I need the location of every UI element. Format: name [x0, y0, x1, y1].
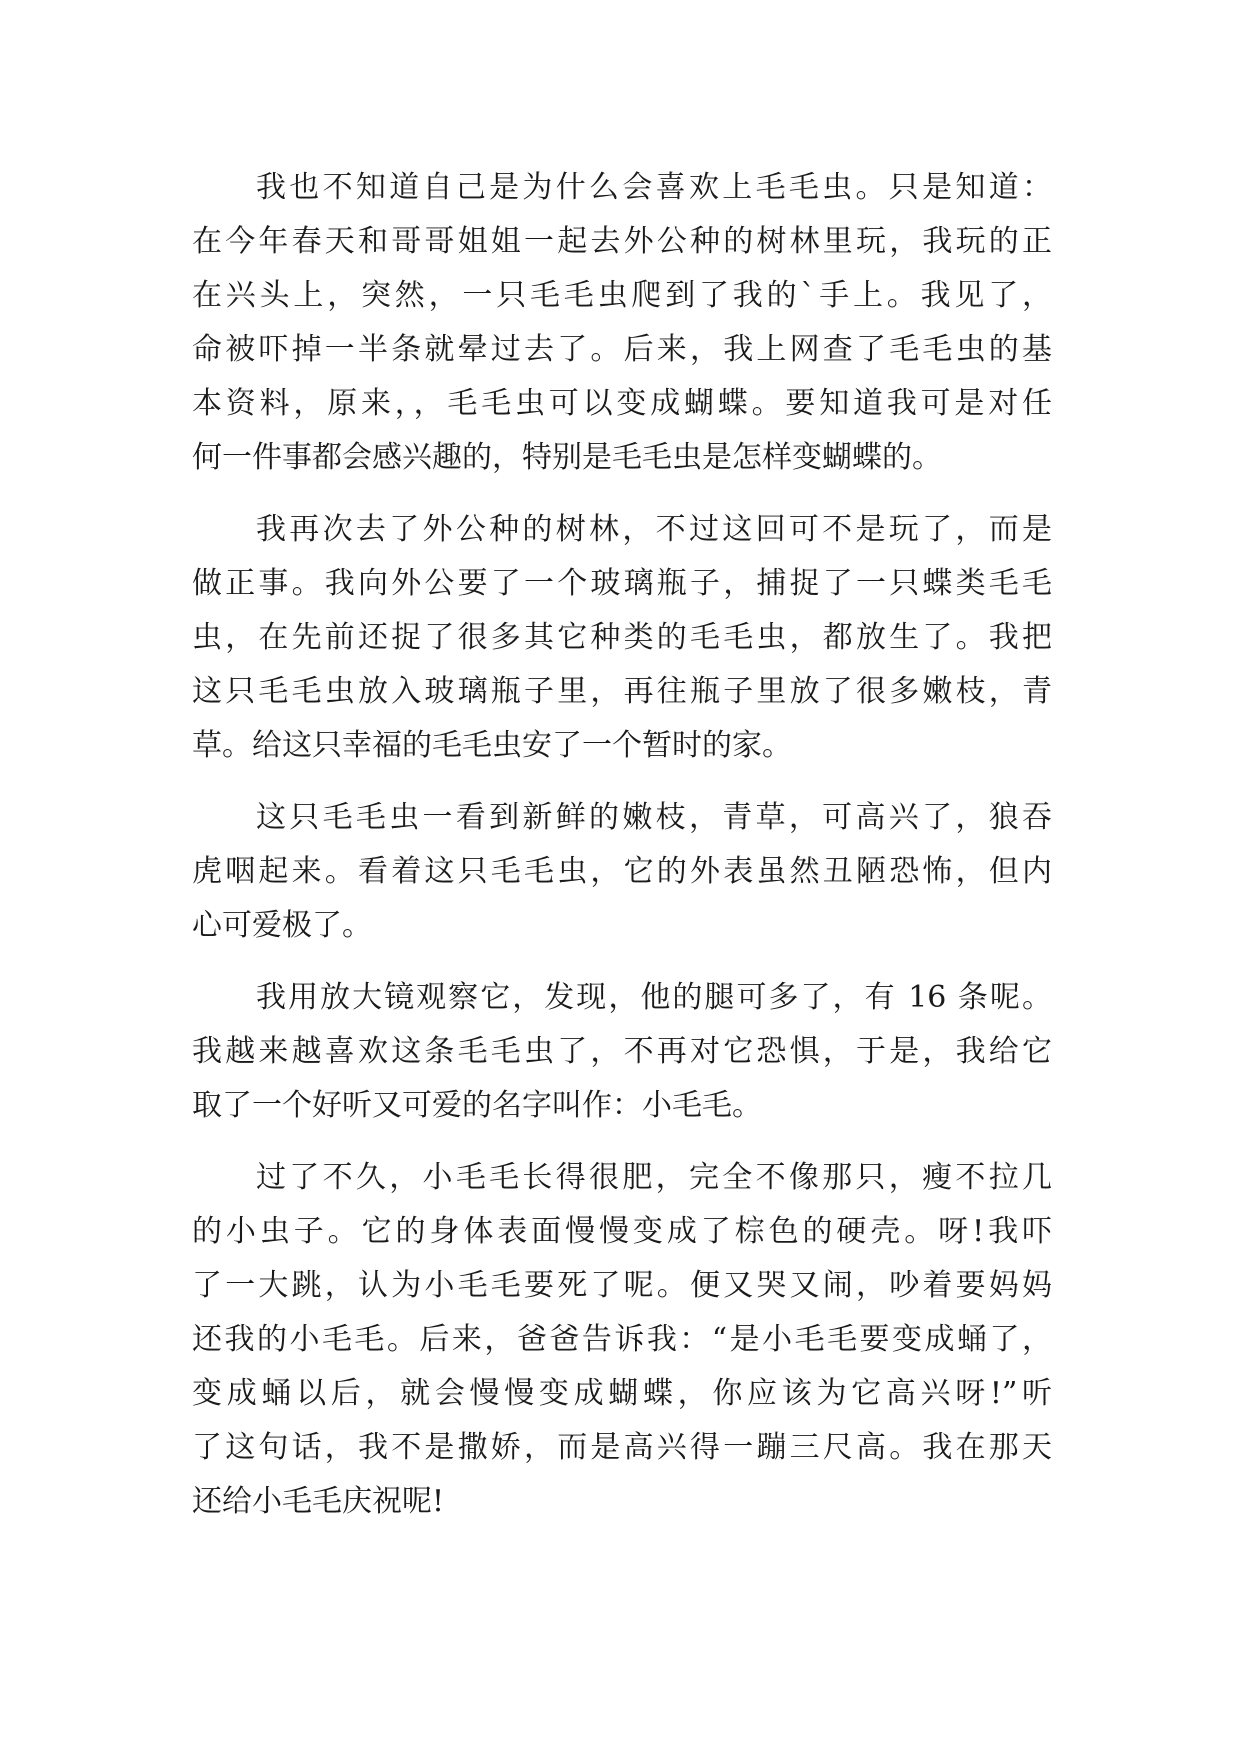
paragraph-5-line-6: 了这句话，我不是撒娇，而是高兴得一蹦三尺高。我在那天	[192, 1430, 1052, 1465]
paragraph-5-line-3: 了一大跳，认为小毛毛要死了呢。便又哭又闹，吵着要妈妈	[192, 1268, 1052, 1303]
paragraph-3-line-1: 这只毛毛虫一看到新鲜的嫩枝，青草，可高兴了，狼吞	[256, 800, 1052, 835]
paragraph-1-line-1: 我也不知道自己是为什么会喜欢上毛毛虫。只是知道：	[256, 170, 1052, 205]
paragraph-2-line-3: 虫，在先前还捉了很多其它种类的毛毛虫，都放生了。我把	[192, 620, 1052, 655]
paragraph-1-line-4: 命被吓掉一半条就晕过去了。后来，我上网查了毛毛虫的基	[192, 332, 1052, 367]
paragraph-1-line-3: 在兴头上，突然，一只毛毛虫爬到了我的`手上。我见了，	[192, 278, 1052, 313]
paragraph-5-line-7: 还给小毛毛庆祝呢!	[192, 1484, 445, 1519]
paragraph-2-line-2: 做正事。我向外公要了一个玻璃瓶子，捕捉了一只蝶类毛毛	[192, 566, 1052, 601]
paragraph-2-line-1: 我再次去了外公种的树林，不过这回可不是玩了，而是	[256, 512, 1052, 547]
paragraph-1-line-6: 何一件事都会感兴趣的，特别是毛毛虫是怎样变蝴蝶的。	[192, 440, 942, 475]
paragraph-5-line-4: 还我的小毛毛。后来，爸爸告诉我：“是小毛毛要变成蛹了，	[192, 1322, 1052, 1357]
paragraph-5-line-1: 过了不久，小毛毛长得很肥，完全不像那只，瘦不拉几	[256, 1160, 1052, 1195]
paragraph-3-line-2: 虎咽起来。看着这只毛毛虫，它的外表虽然丑陋恐怖，但内	[192, 854, 1052, 889]
paragraph-1-line-5: 本资料，原来，，毛毛虫可以变成蝴蝶。要知道我可是对任	[192, 386, 1052, 421]
paragraph-4-line-2: 我越来越喜欢这条毛毛虫了，不再对它恐惧，于是，我给它	[192, 1034, 1052, 1069]
paragraph-5-line-2: 的小虫子。它的身体表面慢慢变成了棕色的硬壳。呀!我吓	[192, 1214, 1052, 1249]
paragraph-2-line-5: 草。给这只幸福的毛毛虫安了一个暂时的家。	[192, 728, 792, 763]
paragraph-3-line-3: 心可爱极了。	[192, 908, 372, 943]
paragraph-5-line-5: 变成蛹以后，就会慢慢变成蝴蝶，你应该为它高兴呀!”听	[192, 1376, 1052, 1411]
paragraph-2-line-4: 这只毛毛虫放入玻璃瓶子里，再往瓶子里放了很多嫩枝，青	[192, 674, 1052, 709]
paragraph-1-line-2: 在今年春天和哥哥姐姐一起去外公种的树林里玩，我玩的正	[192, 224, 1052, 259]
paragraph-4-line-1: 我用放大镜观察它，发现，他的腿可多了，有 16 条呢。	[256, 980, 1052, 1015]
paragraph-4-line-3: 取了一个好听又可爱的名字叫作：小毛毛。	[192, 1088, 762, 1123]
